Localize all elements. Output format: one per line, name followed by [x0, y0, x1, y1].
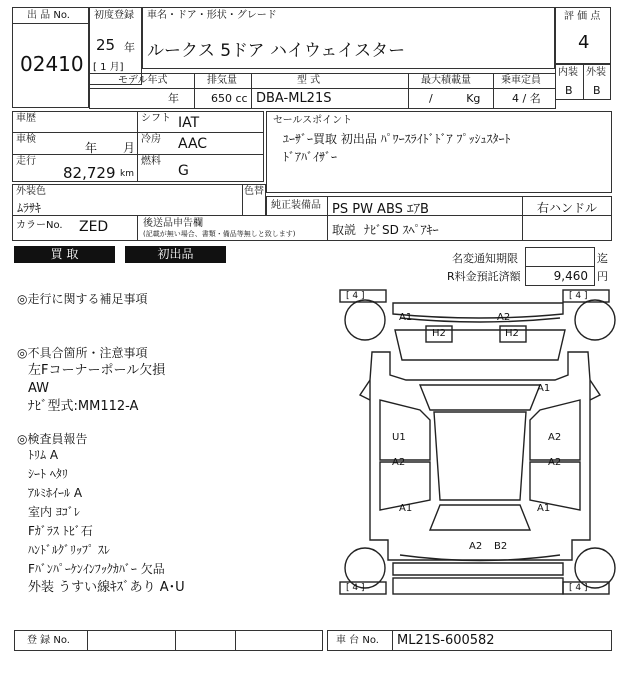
capacity-label: 乗車定員 — [501, 75, 541, 86]
inspector-line: ﾊﾝﾄﾞﾙｸﾞﾘｯﾌﾟ ｽﾚ — [28, 543, 110, 557]
mileage-label: 走行 — [16, 156, 36, 167]
damage-mark: A1 — [537, 383, 551, 394]
recycle-label: R料金預託済額 — [447, 270, 521, 283]
inspector-line: Fﾊﾞﾝﾊﾟｰｹﾝｲﾝﾌｯｸｶﾊﾞｰ 欠品 — [28, 562, 165, 576]
chassis-label: 車 台 No. — [336, 635, 379, 646]
manual-value: ﾅﾋﾞSD ｽﾍﾟｱｷｰ — [364, 223, 439, 237]
first-reg-year: 25 — [96, 36, 116, 54]
aftermarket-label: 後送品申告欄 — [143, 218, 203, 229]
grade-value: 4 — [578, 32, 590, 53]
damage-mark: A1 — [399, 312, 413, 323]
displacement-value: 650 cc — [211, 92, 248, 105]
damage-mark: A2 — [548, 457, 562, 468]
corner-label-front-left: [ 4 ] — [346, 291, 365, 301]
type-value: DBA-ML21S — [256, 91, 332, 106]
interior-value: B — [565, 84, 573, 97]
model-year-label: モデル年式 — [118, 75, 168, 86]
reg-label: 登 録 No. — [27, 635, 70, 646]
type-label: 型 式 — [297, 75, 321, 86]
inspector-line: ｱﾙﾐﾎｲｰﾙ A — [28, 486, 83, 500]
damage-mark: B2 — [494, 541, 508, 552]
sales-points-line1: ﾕｰｻﾞｰ買取 初出品 ﾊﾟﾜｰｽﾗｲﾄﾞﾄﾞｱ ﾌﾟｯｼｭｽﾀｰﾄ — [283, 132, 511, 146]
sales-points-line2: ﾄﾞｱﾊﾞｲｻﾞｰ — [283, 150, 338, 164]
capacity-value: 4 / 名 — [512, 92, 541, 105]
inspector-heading: ◎検査員報告 — [17, 432, 88, 446]
mileage-unit: km — [120, 169, 134, 179]
defect-line: 左Fコーナーポール欠損 — [28, 363, 166, 378]
year-unit: 年 — [124, 41, 135, 54]
deadline-label: 名変通知期限 — [452, 252, 518, 265]
corner-label-rear-right: [ 4 ] — [569, 583, 588, 593]
first-reg-label: 初度登録 — [94, 10, 134, 21]
std-equip-value: PS PW ABS ｴｱB — [332, 202, 429, 217]
buy-badge: 買 取 — [14, 246, 115, 263]
damage-mark: A2 — [392, 457, 406, 468]
defect-line: ﾅﾋﾞ型式:MM112-A — [28, 399, 139, 414]
aftermarket-sub: (記載が無い場合、書類・備品等無しと致します) — [143, 230, 296, 238]
manual-label: 取説 — [332, 223, 357, 237]
load-label: 最大積載量 — [421, 75, 471, 86]
load-value: / Kg — [429, 92, 481, 105]
history-label: 車歴 — [16, 113, 36, 124]
fuel-value: G — [178, 163, 189, 179]
lot-number: 02410 — [20, 52, 84, 76]
damage-mark: A2 — [548, 432, 562, 443]
interior-label: 内装 — [558, 67, 578, 78]
displacement-label: 排気量 — [207, 75, 237, 86]
color-no-value: ZED — [79, 219, 109, 235]
damage-mark: U1 — [392, 432, 406, 443]
handle-value: 右ハンドル — [537, 201, 598, 215]
ext-color-label: 外装色 — [16, 186, 46, 197]
first-listing-badge: 初出品 — [125, 246, 226, 263]
std-equip-label: 純正装備品 — [271, 200, 321, 211]
sales-points-label: セールスポイント — [273, 115, 353, 126]
defect-line: AW — [28, 381, 50, 396]
color-change-label: 色替 — [244, 186, 264, 197]
ac-label: 冷房 — [141, 134, 161, 145]
shaken-year: 年 — [85, 141, 98, 155]
reg-value-cell — [87, 630, 323, 651]
deadline-unit: 迄 — [597, 252, 608, 265]
inspector-line: ﾄﾘﾑ A — [28, 448, 59, 462]
mileage-value: 82,729 — [63, 164, 116, 182]
exterior-label: 外装 — [586, 67, 606, 78]
damage-mark: H2 — [505, 328, 519, 339]
chassis-value: ML21S-600582 — [397, 633, 495, 648]
shaken-label: 車検 — [16, 134, 36, 145]
ext-color-value: ﾑﾗｻｷ — [17, 201, 42, 215]
ac-value: AAC — [178, 136, 208, 152]
damage-mark: A2 — [497, 312, 511, 323]
recycle-unit: 円 — [597, 270, 608, 283]
damage-mark: A1 — [537, 503, 551, 514]
shaken-month: 月 — [123, 141, 136, 155]
car-name: ルークス 5ドア ハイウェイスター — [147, 41, 406, 61]
damage-mark: H2 — [432, 328, 446, 339]
inspector-line: 外装 うすい線ｷｽﾞあり A･U — [28, 580, 185, 595]
chassis-label-cell — [327, 630, 393, 651]
exterior-value: B — [593, 84, 601, 97]
reg-label-cell — [14, 630, 88, 651]
inspector-line: ｼｰﾄ ﾍﾀﾘ — [28, 467, 68, 481]
chassis-value-cell — [392, 630, 612, 651]
defect-heading: ◎不具合箇所・注意事項 — [17, 346, 148, 360]
shift-label: シフト — [141, 113, 171, 124]
recycle-value: 9,460 — [553, 269, 588, 283]
inspector-line: 室内 ﾖｺﾞﾚ — [28, 505, 80, 519]
drive-heading: ◎走行に関する補足事項 — [17, 292, 148, 306]
damage-mark: A2 — [469, 541, 483, 552]
inspector-line: Fｶﾞﾗｽ ﾄﾋﾞ石 — [28, 524, 93, 538]
car-name-label: 車名・ドア・形状・グレード — [147, 10, 277, 21]
shift-value: IAT — [178, 115, 200, 131]
damage-mark: A1 — [399, 503, 413, 514]
color-no-label: カラーNo. — [16, 220, 63, 231]
corner-label-front-right: [ 4 ] — [569, 291, 588, 301]
grade-label: 評 価 点 — [564, 11, 601, 22]
lot-label: 出 品 No. — [27, 10, 70, 21]
fuel-label: 燃料 — [141, 156, 161, 167]
corner-label-rear-left: [ 4 ] — [346, 583, 365, 593]
model-year-value: 年 — [168, 92, 179, 105]
first-reg-month: [ 1 月] — [93, 62, 124, 73]
